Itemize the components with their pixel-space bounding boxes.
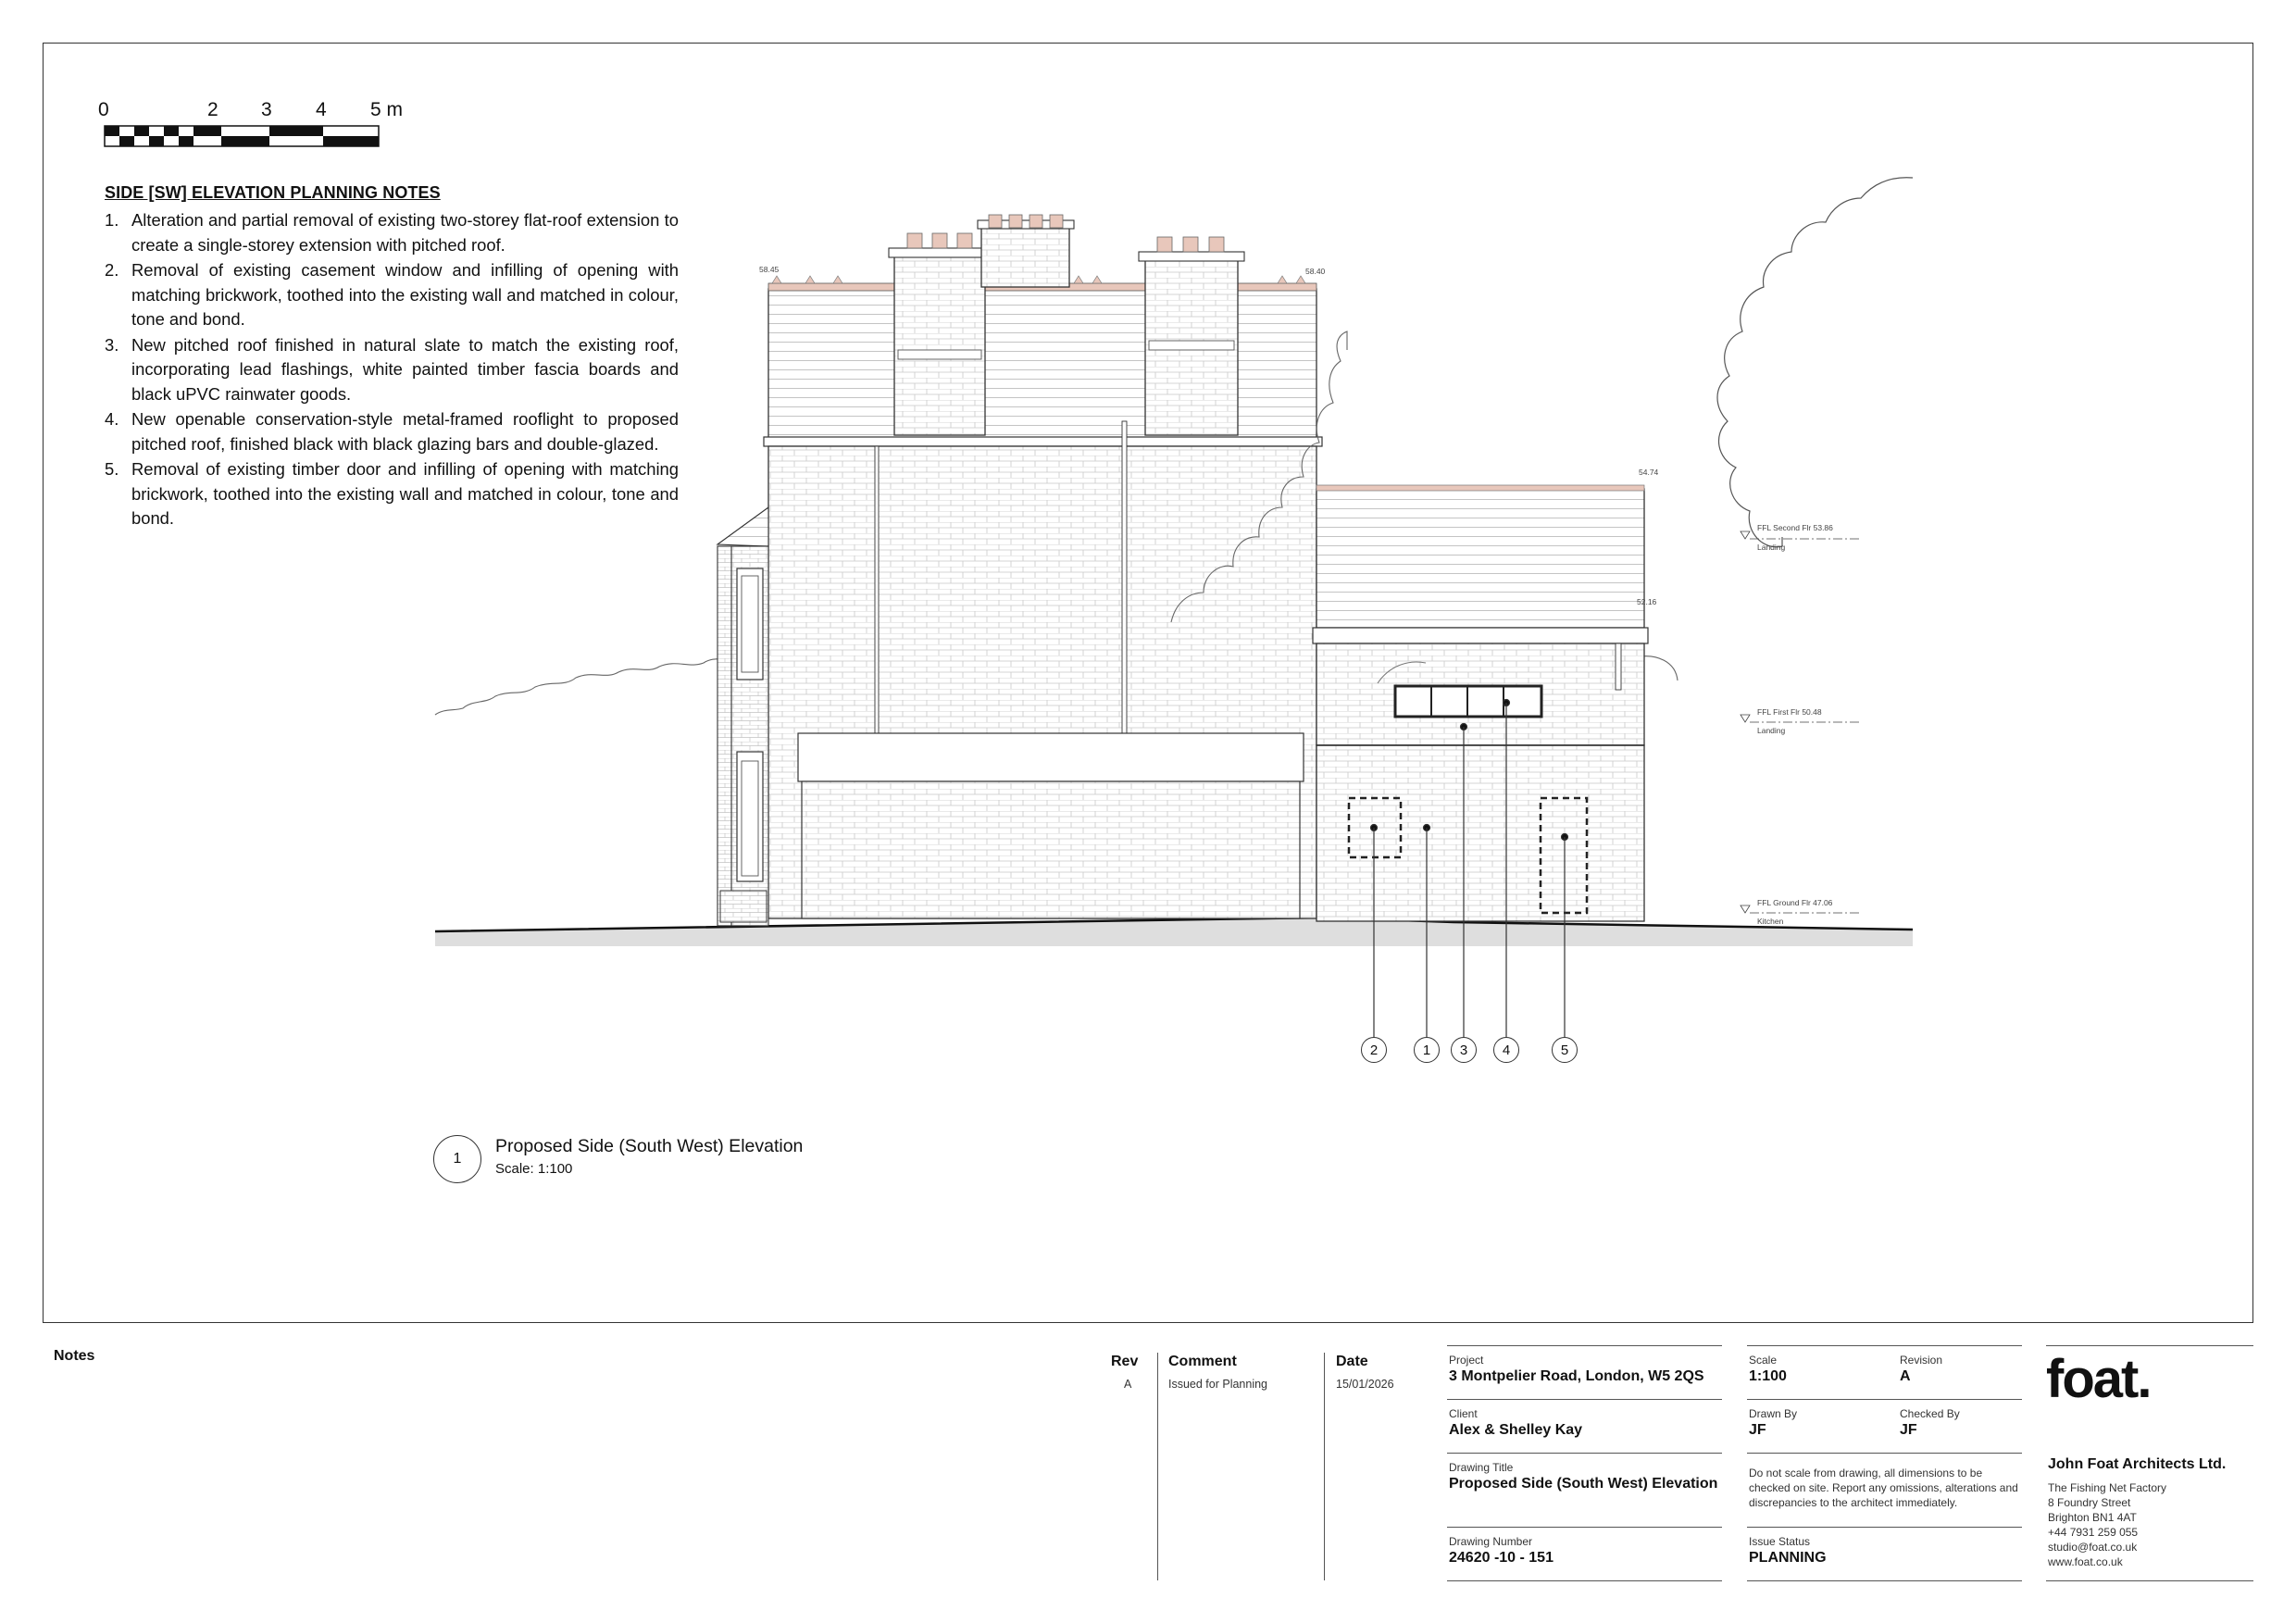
drawing-title-label: Drawing Title <box>1449 1461 1514 1474</box>
scale-bar-label-4: 4 <box>316 99 327 120</box>
divider <box>2046 1345 2253 1346</box>
scale-bar-label-3: 3 <box>261 99 272 120</box>
view-number-circle: 1 <box>433 1135 481 1183</box>
divider <box>1447 1527 1722 1528</box>
main-house <box>718 215 1347 926</box>
firm-name: John Foat Architects Ltd. <box>2048 1456 2227 1472</box>
firm-address-line: 8 Foundry Street <box>2048 1496 2131 1509</box>
scale-bar-label-2: 2 <box>207 99 218 120</box>
view-scale: Scale: 1:100 <box>495 1161 573 1177</box>
floor-level-first-room: Landing <box>1757 726 1786 735</box>
divider <box>2046 1580 2253 1581</box>
drawing-number-value: 24620 -10 - 151 <box>1449 1550 1554 1566</box>
revision-row-date: 15/01/2026 <box>1336 1378 1394 1391</box>
divider <box>1747 1527 2022 1528</box>
rev-header: Rev <box>1111 1354 1139 1369</box>
comment-header: Comment <box>1168 1354 1237 1369</box>
firm-logo: foat. <box>2046 1349 2151 1409</box>
issue-status-label: Issue Status <box>1749 1535 1811 1548</box>
project-label: Project <box>1449 1354 1484 1367</box>
level-markers <box>1741 531 1859 913</box>
scale-label: Scale <box>1749 1354 1778 1367</box>
firm-address-line: The Fishing Net Factory <box>2048 1481 2167 1494</box>
floor-level-ground-room: Kitchen <box>1757 917 1784 926</box>
proposed-extension <box>1313 485 1648 921</box>
floor-level-first: FFL First Flr 50.48 <box>1757 707 1822 717</box>
divider <box>1447 1453 1722 1454</box>
callout-2: 2 <box>1361 1037 1387 1063</box>
floor-level-second-room: Landing <box>1757 543 1786 552</box>
drawing-title-value: Proposed Side (South West) Elevation <box>1449 1476 1718 1492</box>
eaves-level: 52.16 <box>1637 597 1657 606</box>
scale-disclaimer: Do not scale from drawing, all dimensions to be checked on site. Report any omissions, alterations and discrepancies to the architect immediately. <box>1749 1467 2018 1509</box>
view-title: Proposed Side (South West) Elevation <box>495 1136 804 1156</box>
planning-note: 5. Removal of existing timber door and infilling of opening with matching brickwork, toothed into the existing wall and matched in colour, tone and bond. <box>105 459 679 528</box>
revision-row-rev: A <box>1124 1378 1132 1391</box>
divider <box>1747 1580 2022 1581</box>
drawn-by-value: JF <box>1749 1422 1766 1438</box>
rear-ridge-level: 54.74 <box>1639 468 1659 477</box>
checked-by-value: JF <box>1900 1422 1917 1438</box>
ridge-level-right: 58.40 <box>1305 267 1326 276</box>
firm-website: www.foat.co.uk <box>2048 1555 2123 1568</box>
divider <box>1747 1399 2022 1400</box>
date-header: Date <box>1336 1354 1368 1369</box>
planning-notes-heading: SIDE [SW] ELEVATION PLANNING NOTES <box>105 183 441 202</box>
callout-5: 5 <box>1552 1037 1578 1063</box>
callout-4: 4 <box>1493 1037 1519 1063</box>
planning-note: 2. Removal of existing casement window and infilling of opening with matching brickwork, toothed into the existing wall and matched in colour, tone and bond. <box>105 260 679 329</box>
divider <box>1747 1345 2022 1346</box>
client-value: Alex & Shelley Kay <box>1449 1422 1583 1438</box>
drawing-number-label: Drawing Number <box>1449 1535 1533 1548</box>
revision-label: Revision <box>1900 1354 1943 1367</box>
client-label: Client <box>1449 1407 1478 1420</box>
planning-note: 1. Alteration and partial removal of existing two-storey flat-roof extension to create a single-storey extension with pitched roof. <box>105 210 679 255</box>
floor-level-second: FFL Second Flr 53.86 <box>1757 523 1833 532</box>
planning-note: 3. New pitched roof finished in natural slate to match the existing roof, incorporating lead flashings, white painted timber fascia boards and black uPVC rainwater goods. <box>105 334 679 404</box>
divider <box>1747 1453 2022 1454</box>
planning-notes-list <box>105 208 679 531</box>
planning-note: 4. New openable conservation-style metal-framed rooflight to proposed pitched roof, finished black with black glazing bars and double-glazed. <box>105 409 679 454</box>
checked-by-label: Checked By <box>1900 1407 1960 1420</box>
scale-value: 1:100 <box>1749 1368 1787 1384</box>
tree-outline <box>1717 178 1913 547</box>
firm-email: studio@foat.co.uk <box>2048 1541 2138 1554</box>
divider <box>1447 1399 1722 1400</box>
scale-bar <box>105 126 379 146</box>
scale-bar-label-5m: 5 m <box>370 99 404 120</box>
scale-bar-label-0: 0 <box>98 99 109 120</box>
divider <box>1447 1580 1722 1581</box>
notes-label: Notes <box>54 1348 95 1364</box>
ridge-level-left: 58.45 <box>759 265 780 274</box>
firm-phone: +44 7931 259 055 <box>2048 1526 2139 1539</box>
ground-line <box>435 918 1913 946</box>
project-value: 3 Montpelier Road, London, W5 2QS <box>1449 1368 1704 1384</box>
issue-status-value: PLANNING <box>1749 1550 1827 1566</box>
divider <box>1157 1353 1158 1580</box>
callout-3: 3 <box>1451 1037 1477 1063</box>
firm-address-line: Brighton BN1 4AT <box>2048 1511 2137 1524</box>
drawn-by-label: Drawn By <box>1749 1407 1798 1420</box>
divider <box>1447 1345 1722 1346</box>
revision-row-comment: Issued for Planning <box>1168 1378 1268 1391</box>
callout-1: 1 <box>1414 1037 1440 1063</box>
planning-notes <box>105 183 679 532</box>
divider <box>1324 1353 1325 1580</box>
revision-value: A <box>1900 1368 1911 1384</box>
floor-level-ground: FFL Ground Flr 47.06 <box>1757 898 1833 907</box>
